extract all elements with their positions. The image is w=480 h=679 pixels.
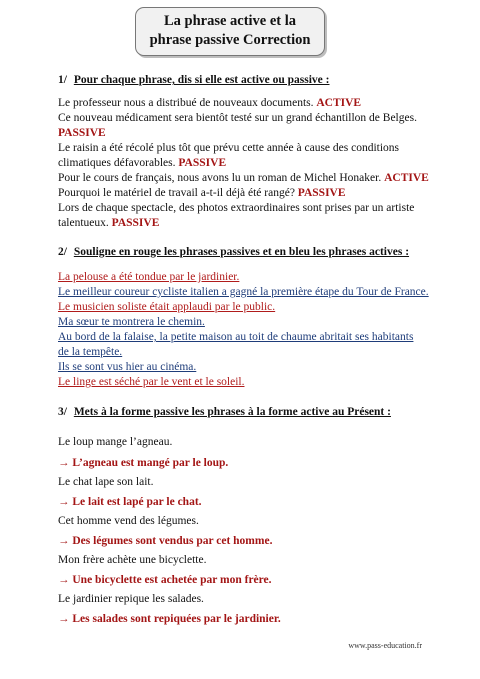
page-title-line-1: La phrase active et la xyxy=(163,13,297,29)
answer-tag: PASSIVE xyxy=(178,157,227,169)
section-1-line: Lors de chaque spectacle, des photos extraordinaires sont prises par un artiste xyxy=(58,202,415,214)
active-sentence: Mon frère achète une bicyclette. xyxy=(58,554,207,566)
section-2-heading-text: Souligne en rouge les phrases passives et en bleu les phrases actives : xyxy=(73,246,410,258)
section-1-line xyxy=(58,126,438,141)
section-1-number: 1/ xyxy=(58,74,67,86)
passive-answer: → L’agneau est mangé par le loup. xyxy=(58,457,229,469)
arrow-icon: → xyxy=(58,535,70,547)
active-sentence: de la tempête. xyxy=(58,346,123,358)
section-1-line: Le professeur nous a distribué de nouveaux documents. ACTIVE xyxy=(58,97,362,109)
section-2-lines xyxy=(58,270,438,390)
page-title-box xyxy=(135,7,325,56)
passive-answer: → Le lait est lapé par le chat. xyxy=(58,496,202,508)
active-sentence: Ma sœur te montrera le chemin. xyxy=(58,316,205,328)
footer-url: www.pass-education.fr xyxy=(348,641,422,650)
passive-sentence: Le musicien soliste était applaudi par le public. xyxy=(58,301,276,313)
passive-sentence: La pelouse a été tondue par le jardinier. xyxy=(58,271,240,283)
section-1-heading-text: Pour chaque phrase, dis si elle est active ou passive : xyxy=(73,74,330,86)
section-3-number: 3/ xyxy=(58,406,67,418)
section-1-line: talentueux. PASSIVE xyxy=(58,217,160,229)
passive-answer: → Les salades sont repiquées par le jardinier. xyxy=(58,613,281,625)
arrow-icon: → xyxy=(58,496,70,508)
section-1-lines xyxy=(58,96,438,231)
active-sentence: Le chat lape son lait. xyxy=(58,476,154,488)
answer-tag: PASSIVE xyxy=(58,127,106,139)
passive-answer: → Des légumes sont vendus par cet homme. xyxy=(58,535,273,547)
section-1-heading xyxy=(58,73,330,87)
active-sentence: Le loup mange l’agneau. xyxy=(58,436,173,448)
arrow-icon: → xyxy=(58,574,70,586)
active-sentence: Ils se sont vus hier au cinéma. xyxy=(58,361,197,373)
page-title-line-2: phrase passive Correction xyxy=(149,32,311,48)
answer-tag: PASSIVE xyxy=(111,217,160,229)
arrow-icon: → xyxy=(58,457,70,469)
answer-tag: PASSIVE xyxy=(297,187,346,199)
answer-tag: ACTIVE xyxy=(384,172,429,184)
section-1-line: climatiques défavorables. PASSIVE xyxy=(58,157,227,169)
passive-answer: → Une bicyclette est achetée par mon frère. xyxy=(58,574,272,586)
section-1-line: Pour le cours de français, nous avons lu un roman de Michel Honaker. ACTIVE xyxy=(58,172,429,184)
section-1-line: Pourquoi le matériel de travail a-t-il déjà été rangé? PASSIVE xyxy=(58,187,346,199)
section-3-heading-text: Mets à la forme passive les phrases à la forme active au Présent : xyxy=(73,406,391,418)
active-sentence: Le jardinier repique les salades. xyxy=(58,593,204,605)
passive-sentence: Le linge est séché par le vent et le soleil. xyxy=(58,376,245,388)
active-sentence: Cet homme vend des légumes. xyxy=(58,515,199,527)
answer-tag: ACTIVE xyxy=(316,97,362,109)
active-sentence: Le meilleur coureur cycliste italien a gagné la première étape du Tour de France. xyxy=(58,286,429,298)
arrow-icon: → xyxy=(58,613,70,625)
section-1-line: Le raisin a été récolé plus tôt que prévu cette année à cause des conditions xyxy=(58,142,400,154)
section-2-heading xyxy=(58,245,409,259)
section-2-number: 2/ xyxy=(58,246,67,258)
section-1-line: Ce nouveau médicament sera bientôt testé sur un grand échantillon de Belges. xyxy=(58,112,417,124)
section-3-heading xyxy=(58,405,391,419)
active-sentence: Au bord de la falaise, la petite maison au toit de chaume abritait ses habitants xyxy=(58,331,414,343)
